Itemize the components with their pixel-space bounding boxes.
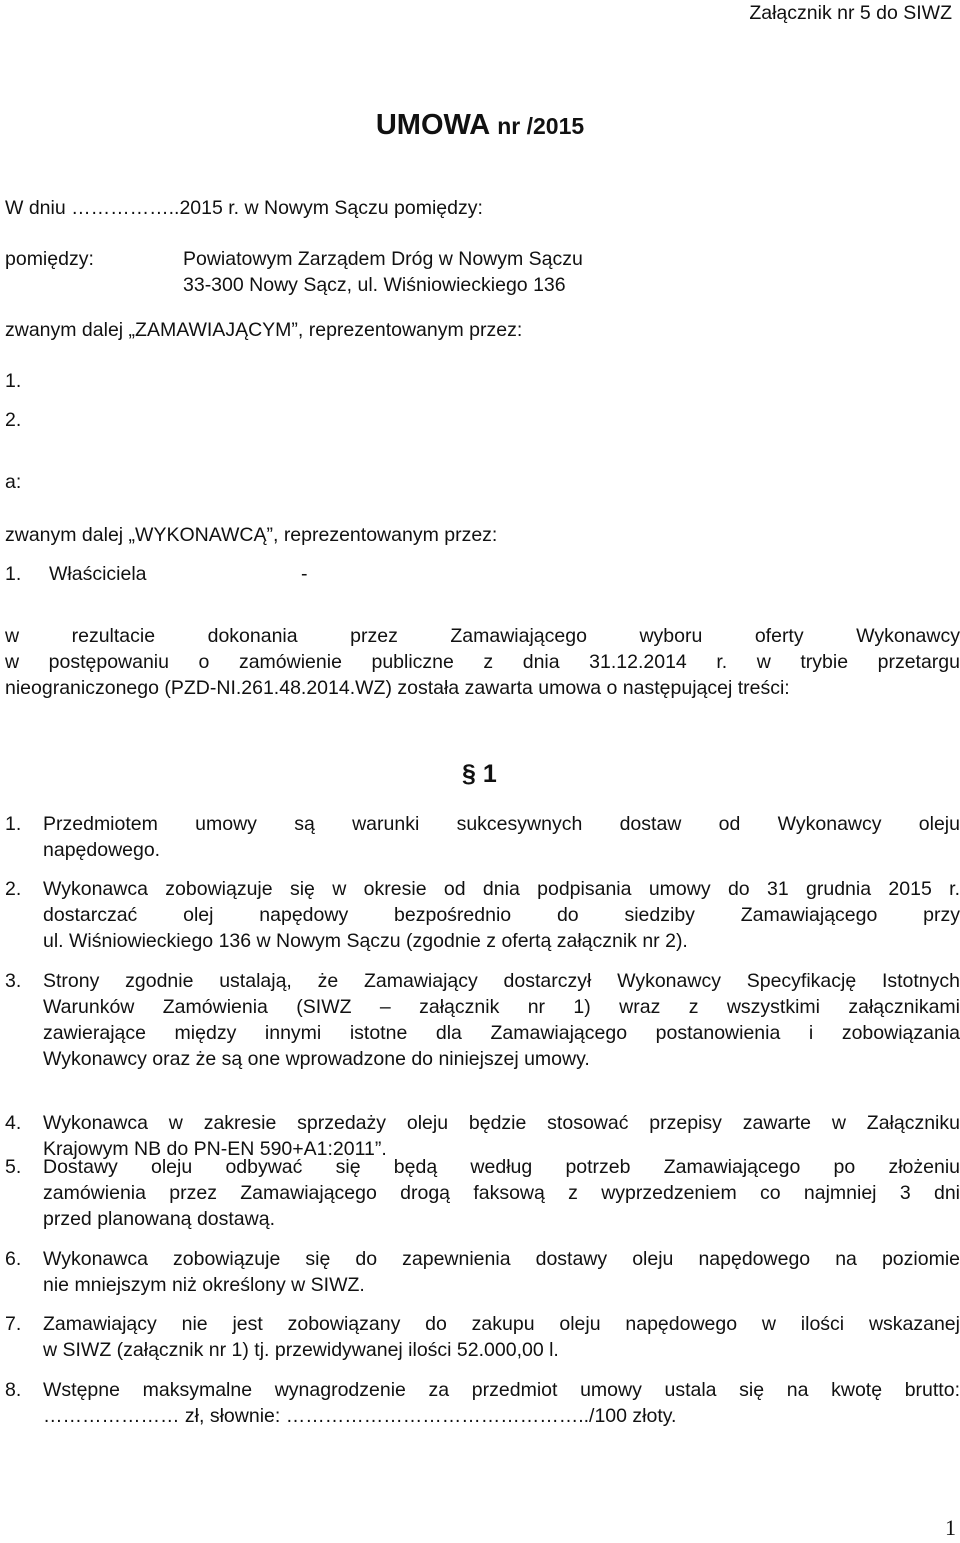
owner-dash: - bbox=[301, 563, 308, 585]
list-item-line: w SIWZ (załącznik nr 1) tj. przewidywanej ilości 52.000,00 l. bbox=[43, 1339, 559, 1361]
list-item-number: 7. bbox=[5, 1313, 22, 1335]
owner-label: Właściciela bbox=[49, 563, 147, 585]
list-item-number: 2. bbox=[5, 878, 22, 900]
contract-title bbox=[0, 106, 960, 145]
a-label: a: bbox=[5, 471, 22, 493]
list-item-line: Wykonawca zobowiązuje się w okresie od dnia podpisania umowy do 31 grudnia 2015 r. bbox=[43, 878, 960, 900]
attachment-header: Załącznik nr 5 do SIWZ bbox=[749, 2, 952, 24]
list-item-line: Wstępne maksymalne wynagrodzenie za przedmiot umowy ustala się na kwotę brutto: bbox=[43, 1379, 960, 1401]
list-item-line: przed planowaną dostawą. bbox=[43, 1208, 275, 1230]
list-item-number: 3. bbox=[5, 970, 22, 992]
list-item-number: 5. bbox=[5, 1156, 22, 1178]
between-label: pomiędzy: bbox=[5, 248, 94, 270]
list-item-line: Przedmiotem umowy są warunki sukcesywnych dostaw od Wykonawcy oleju bbox=[43, 813, 960, 835]
list-item-number: 1. bbox=[5, 813, 22, 835]
date-line: W dniu ……………..2015 r. w Nowym Sączu pomiędzy: bbox=[5, 197, 483, 219]
list-item-number: 4. bbox=[5, 1112, 22, 1134]
owner-number: 1. bbox=[5, 563, 22, 585]
list-item-line: Strony zgodnie ustalają, że Zamawiający dostarczył Wykonawcy Specyfikację Istotnych bbox=[43, 970, 960, 992]
list-item-line: Wykonawca w zakresie sprzedaży oleju będzie stosować przepisy zawarte w Załączniku bbox=[43, 1112, 960, 1134]
list-item-line: Krajowym NB do PN-EN 590+A1:2011”. bbox=[43, 1138, 387, 1160]
list-item-line: ………………… zł, słownie: ………………………………………../100 złoty. bbox=[43, 1405, 677, 1427]
list-item-line: napędowego. bbox=[43, 839, 161, 861]
list-item-line: zamówienia przez Zamawiającego drogą faksową z wyprzedzeniem co najmniej 3 dni bbox=[43, 1182, 960, 1204]
zamawiajacy-line: zwanym dalej „ZAMAWIAJĄCYM”, reprezentowanym przez: bbox=[5, 319, 523, 341]
representative-2: 2. bbox=[5, 409, 22, 431]
section-number: 1 bbox=[482, 760, 497, 788]
list-item-line: Wykonawca zobowiązuje się do zapewnienia dostawy oleju napędowego na poziomie bbox=[43, 1248, 960, 1270]
list-item-line: Warunków Zamówienia (SIWZ – załącznik nr 1) wraz z wszystkimi załącznikami bbox=[43, 996, 960, 1018]
list-item-line: zawierające między innymi istotne dla Zamawiającego postanowienia i zobowiązania bbox=[43, 1022, 960, 1044]
title-main: UMOWA bbox=[375, 109, 490, 141]
preamble-line: w postępowaniu o zamówienie publiczne z dnia 31.12.2014 r. w trybie przetargu bbox=[5, 651, 960, 673]
party-name: Powiatowym Zarządem Dróg w Nowym Sączu bbox=[183, 248, 583, 270]
list-item-number: 8. bbox=[5, 1379, 22, 1401]
list-item-line: dostarczać olej napędowy bezpośrednio do siedziby Zamawiającego przy bbox=[43, 904, 960, 926]
list-item-number: 6. bbox=[5, 1248, 22, 1270]
preamble-line: nieograniczonego (PZD-NI.261.48.2014.WZ) została zawarta umowa o następującej treści: bbox=[5, 677, 790, 699]
wykonawca-line: zwanym dalej „WYKONAWCĄ”, reprezentowanym przez: bbox=[5, 524, 498, 546]
list-item-line: ul. Wiśniowieckiego 136 w Nowym Sączu (zgodnie z ofertą załącznik nr 2). bbox=[43, 930, 688, 952]
list-item-line: Wykonawcy oraz że są one wprowadzone do niniejszej umowy. bbox=[43, 1048, 590, 1070]
representative-1: 1. bbox=[5, 370, 22, 392]
preamble-line: w rezultacie dokonania przez Zamawiającego wyboru oferty Wykonawcy bbox=[5, 625, 960, 647]
list-item-line: nie mniejszym niż określony w SIWZ. bbox=[43, 1274, 365, 1296]
section-symbol: § bbox=[462, 760, 476, 788]
title-number: nr /2015 bbox=[497, 113, 585, 139]
list-item-line: Dostawy oleju odbywać się będą według potrzeb Zamawiającego po złożeniu bbox=[43, 1156, 960, 1178]
page-number: 1 bbox=[945, 1515, 956, 1540]
list-item-line: Zamawiający nie jest zobowiązany do zakupu oleju napędowego w ilości wskazanej bbox=[43, 1313, 960, 1335]
party-address: 33-300 Nowy Sącz, ul. Wiśniowieckiego 136 bbox=[183, 274, 566, 296]
section-heading bbox=[462, 757, 497, 791]
